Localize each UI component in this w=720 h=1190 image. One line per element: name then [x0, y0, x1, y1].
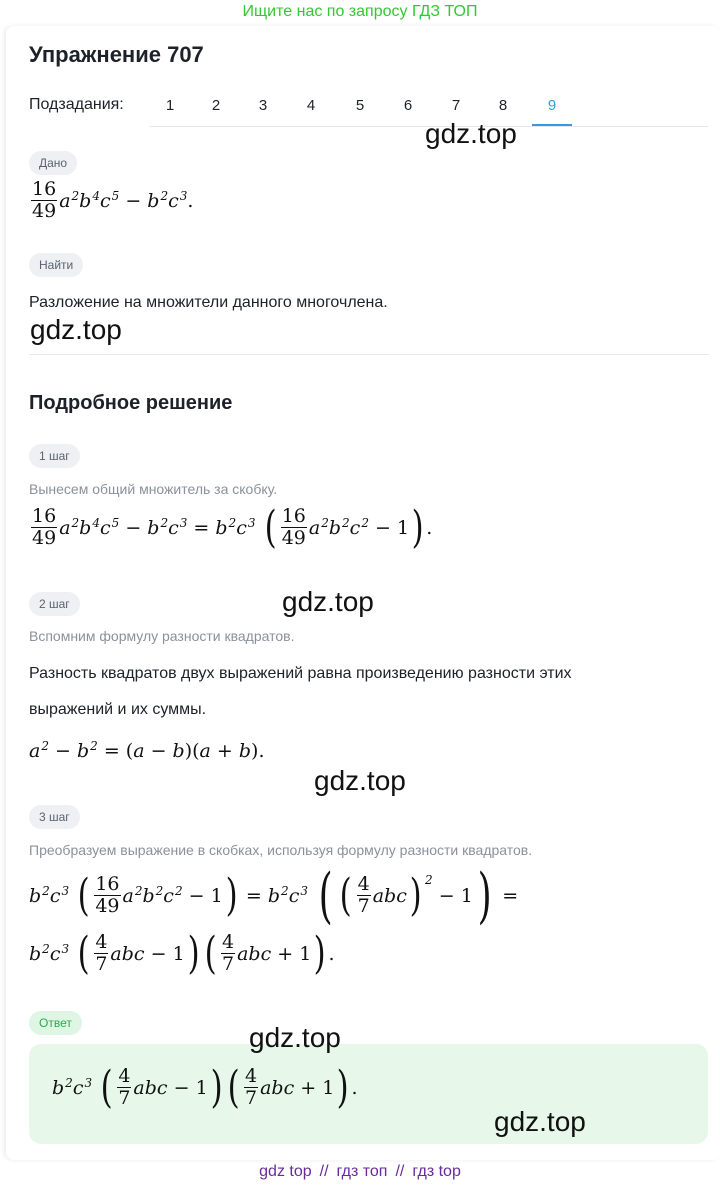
step-2-text-line-2: выражений и их суммы. — [29, 701, 207, 718]
top-banner: Ищите нас по запросу ГДЗ ТОП — [242, 3, 478, 20]
solution-title: Подробное решение — [29, 392, 233, 414]
answer-badge: Ответ — [29, 1011, 82, 1035]
subtask-tab-3[interactable]: 3 — [258, 97, 268, 114]
step-3-badge: 3 шаг — [29, 805, 80, 829]
subtask-tab-5[interactable]: 5 — [355, 97, 365, 114]
step-1-badge: 1 шаг — [29, 444, 80, 468]
watermark: gdz.top — [494, 1106, 586, 1137]
given-expression: $\frac{16}{49}$ $a^2b^4c^5 - b^2c^3$. — [32, 178, 194, 222]
step-3-expression-line-1: $b^2c^3$ ( $\frac{16}{49}$ $a^2b^2c^2 - 1$ ) = $b^2c^3$ ( ( $\frac{4}{7}$ abc ) $^2$ − 1 ) = — [29, 861, 519, 931]
footer-separator: // — [319, 1163, 329, 1180]
step-3-expression-line-2: $b^2c^3$ ( $\frac{4}{7}$ abc − 1 ) ( $\frac{4}{7}$ abc + 1 ) . — [29, 928, 335, 979]
subtask-tab-9-active[interactable]: 9 — [532, 94, 572, 126]
step-3-hint: Преобразуем выражение в скобках, используя формулу разности квадратов. — [29, 842, 533, 858]
step-2-text-line-1: Разность квадратов двух выражений равна произведению разности этих — [29, 665, 572, 682]
subtask-tab-7[interactable]: 7 — [451, 97, 461, 114]
find-badge: Найти — [29, 253, 83, 277]
find-text: Разложение на множители данного многочлена. — [29, 294, 388, 311]
step-2-badge: 2 шаг — [29, 592, 80, 616]
subtask-tab-8[interactable]: 8 — [498, 97, 508, 114]
subtask-tab-6[interactable]: 6 — [403, 97, 413, 114]
subtask-tab-4[interactable]: 4 — [306, 97, 316, 114]
given-badge: Дано — [29, 151, 77, 175]
footer-links — [0, 1163, 720, 1181]
subtask-tab-1[interactable]: 1 — [165, 97, 175, 114]
subtasks-label: Подзадания: — [29, 96, 124, 113]
footer-separator: // — [395, 1163, 405, 1180]
footer-link-gdz-top-ru[interactable]: гдз топ — [336, 1163, 388, 1180]
step-2-hint: Вспомним формулу разности квадратов. — [29, 628, 295, 644]
answer-expression: $b^2c^3$ ( $\frac{4}{7}$ abc − 1 ) ( $\frac{4}{7}$ abc + 1 ) . — [52, 1062, 358, 1113]
step-2-formula: $a^2 - b^2 = (a - b)(a + b)$. — [29, 739, 265, 762]
step-1-expression: $\frac{16}{49}$ $a^2b^4c^5 - b^2c^3 = b^2c^3$ ( $\frac{16}{49}$ $a^2b^2c^2 - 1$ ) . — [32, 502, 433, 553]
subtask-tab-2[interactable]: 2 — [211, 97, 221, 114]
exercise-title: Упражнение 707 — [29, 42, 204, 67]
section-divider — [29, 354, 709, 355]
watermark: gdz.top — [249, 1022, 341, 1053]
watermark: gdz.top — [30, 314, 122, 345]
watermark: gdz.top — [425, 118, 517, 149]
footer-link-gdz-top[interactable]: gdz top — [259, 1163, 312, 1180]
watermark: gdz.top — [282, 586, 374, 617]
footer-link-gdz-top-mixed[interactable]: гдз top — [412, 1163, 461, 1180]
watermark: gdz.top — [314, 765, 406, 796]
step-1-hint: Вынесем общий множитель за скобку. — [29, 481, 278, 497]
